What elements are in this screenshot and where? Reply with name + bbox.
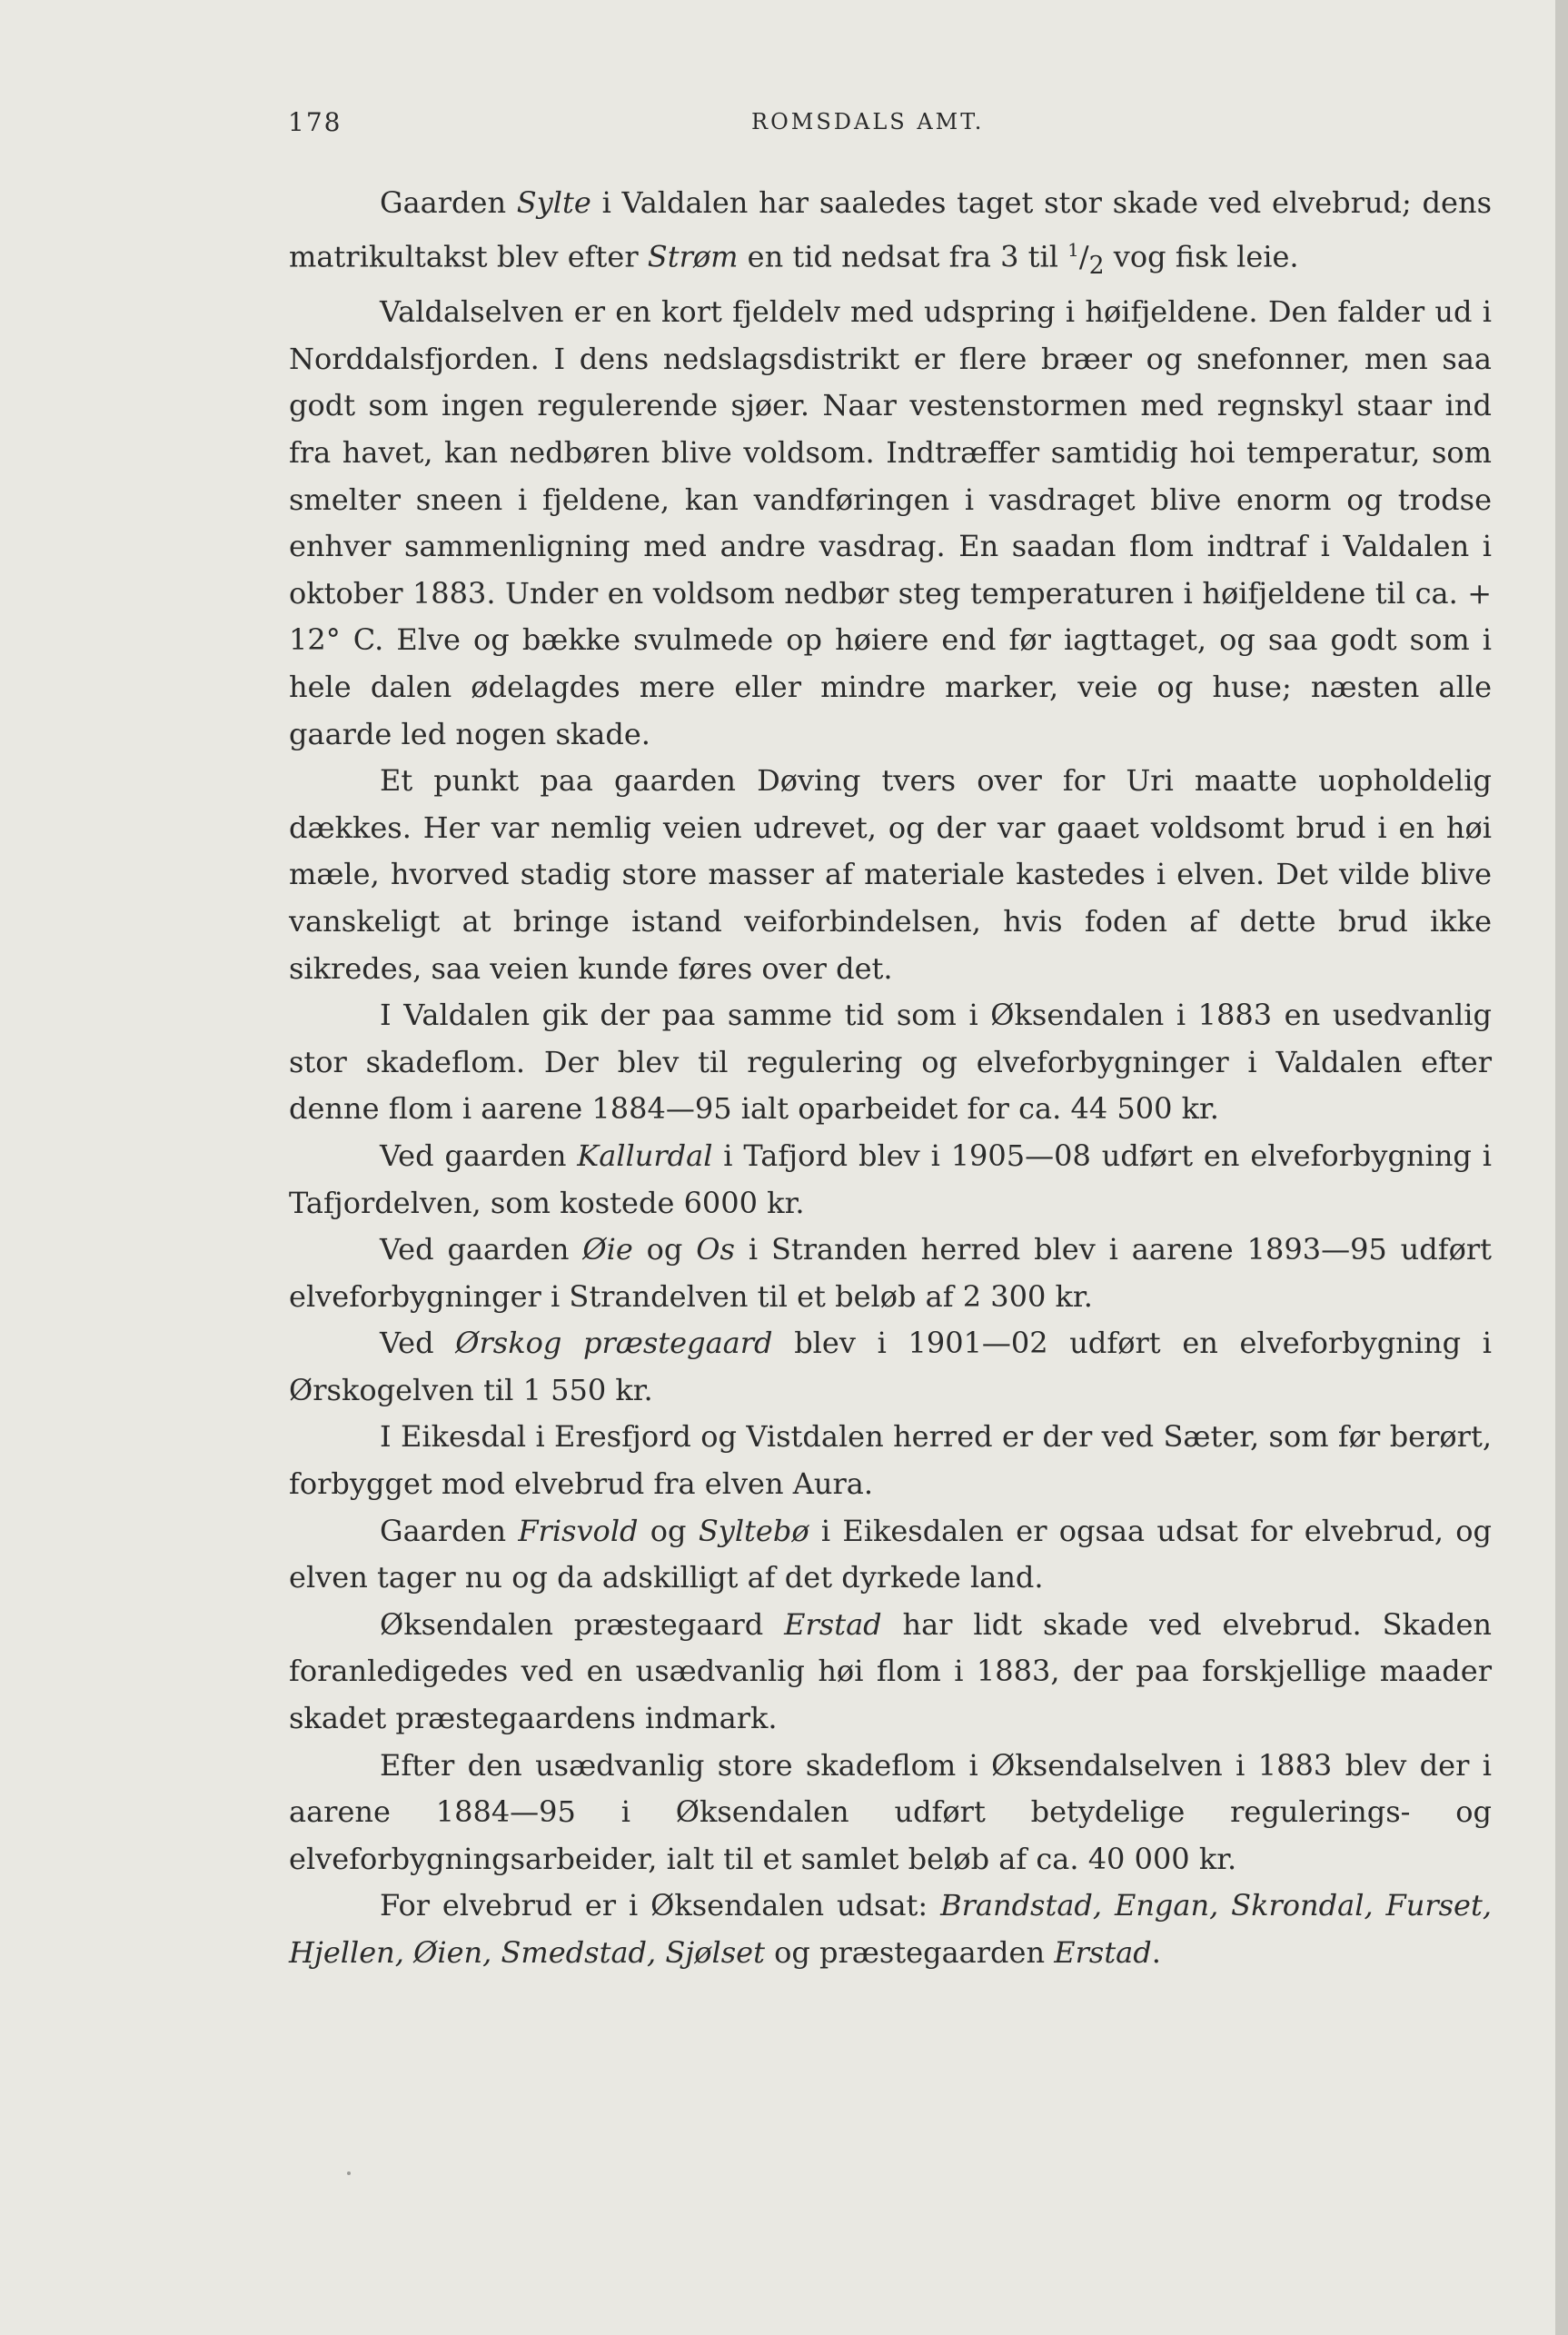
text-run: i Eikesdalen er ogsaa udsat for elvebrud, og elven tager nu og da adskilligt af det dyrkede land. <box>289 1513 1493 1595</box>
paragraph <box>289 180 1492 289</box>
paragraph <box>289 1320 1492 1414</box>
italic-text-run: Syltebø <box>698 1513 809 1548</box>
text-run: 2 <box>1088 251 1105 280</box>
text-run: Ved gaarden <box>380 1138 578 1173</box>
text-run: Gaarden <box>380 185 517 220</box>
italic-text-run: Sylte <box>516 185 591 220</box>
text-run: Efter den usædvanlig store skadeflom i Øksendalselven i 1883 blev der i aarene 1884—95 i Øksendalen udført betydelige regulerings- og elveforbygningsarbeider, ialt til et samlet beløb af ca. 40 000 kr. <box>289 1747 1492 1876</box>
paragraph <box>289 1227 1492 1320</box>
text-run: i Stranden herred blev i aarene 1893—95 udført elveforbygninger i Strandelven til et beløb af 2 300 kr. <box>289 1232 1493 1314</box>
text-run: har lidt skade ved elvebrud. Skaden foranledigedes ved en usædvanlig høi flom i 1883, der paa forskjellige maader skadet præstegaardens indmark. <box>289 1606 1493 1736</box>
text-run: Øksendalen præstegaard <box>380 1606 785 1642</box>
text-run: I Valdalen gik der paa samme tid som i Øksendalen i 1883 en usedvanlig stor skadeflom. Der blev til regulering og elveforbygninger i Valdalen efter denne flom i aarene 1884—95 ialt oparbeidet for ca. 44 500 kr. <box>289 998 1492 1127</box>
text-run: . <box>1151 1935 1161 1971</box>
text-run: vog fisk leie. <box>1104 239 1299 274</box>
text-run: Ved <box>380 1326 456 1361</box>
text-run: en tid nedsat fra 3 til <box>738 239 1068 274</box>
text-run: I Eikesdal i Eresfjord og Vistdalen herred er der ved Sæter, som før berørt, forbygget mod elvebrud fra elven Aura. <box>289 1419 1492 1502</box>
text-run: Ved gaarden <box>380 1232 583 1267</box>
text-run: For elvebrud er i Øksendalen udsat: <box>380 1888 941 1923</box>
text-run: og præstegaarden <box>764 1935 1055 1971</box>
paragraph <box>289 1743 1492 1883</box>
text-run: og <box>638 1513 699 1548</box>
text-run: 1 <box>1067 238 1079 261</box>
text-run: i Tafjord blev i 1905—08 udført en elveforbygning i Tafjordelven, som kostede 6000 kr. <box>289 1138 1492 1220</box>
italic-text-run: Strøm <box>647 239 739 274</box>
ink-speck <box>347 2171 351 2175</box>
paragraph <box>289 1508 1492 1602</box>
page-number: 178 <box>288 107 342 137</box>
italic-text-run: Øie <box>582 1232 633 1267</box>
paragraph <box>289 1414 1492 1507</box>
text-run: i Valdalen har saaledes taget stor skade ved elvebrud; dens matrikultakst blev efter <box>289 185 1493 274</box>
text-run: blev i 1901—02 udført en elveforbygning i Ørskogelven til 1 550 kr. <box>289 1326 1493 1407</box>
body-text <box>289 180 1492 1977</box>
italic-text-run: Os <box>696 1232 735 1267</box>
paragraph <box>289 289 1492 758</box>
italic-text-run: Ørskog præstegaard <box>455 1326 773 1361</box>
text-run: Valdalselven er en kort fjeldelv med udspring i høifjeldene. Den falder ud i Norddalsfjorden. I dens nedslagsdistrikt er flere bræer og snefonner, men saa godt som ingen regulerende sjøer. Naar vestenstormen med regnskyl staar ind fra havet, kan nedbøren blive voldsom. Indtræffer samtidig hoi temperatur, som smelter sneen i fjeldene, kan vandføringen i vasdraget blive enorm og trodse enhver sammenligning med andre vasdrag. En saadan flom indtraf i Valdalen i oktober 1883. Under en voldsom nedbør steg temperaturen i høifjeldene til ca. + 12° C. Elve og bække svulmede op høiere end før iagttaget, og saa godt som i hele dalen ødelagdes mere eller mindre marker, veie og huse; næsten alle gaarde led nogen skade. <box>289 294 1492 751</box>
text-run: og <box>632 1232 697 1267</box>
italic-text-run: Frisvold <box>518 1513 639 1548</box>
paragraph <box>289 1133 1492 1227</box>
text-run: Et punkt paa gaarden Døving tvers over for Uri maatte uopholdelig dækkes. Her var nemlig veien udrevet, og der var gaaet voldsomt brud i en høi mæle, hvorved stadig store masser af materiale kastedes i elven. Det vilde blive vanskeligt at bringe istand veiforbindelsen, hvis foden af dette brud ikke sikredes, saa veien kunde føres over det. <box>289 763 1492 986</box>
paragraph <box>289 992 1492 1133</box>
italic-text-run: Erstad <box>1054 1935 1152 1971</box>
paragraph <box>289 1602 1492 1743</box>
text-run: Gaarden <box>380 1513 519 1548</box>
italic-text-run: Brandstad, Engan, Skrondal, Furset, Hjellen, Øien, Smedstad, Sjølset <box>289 1888 1492 1971</box>
paragraph <box>289 758 1492 992</box>
running-head <box>288 107 1496 144</box>
text-run: / <box>1078 239 1089 274</box>
paragraph <box>289 1883 1492 1976</box>
italic-text-run: Erstad <box>784 1606 882 1642</box>
running-title: ROMSDALS AMT. <box>751 109 985 134</box>
italic-text-run: Kallurdal <box>577 1138 713 1173</box>
page-edge <box>1555 0 1568 2335</box>
